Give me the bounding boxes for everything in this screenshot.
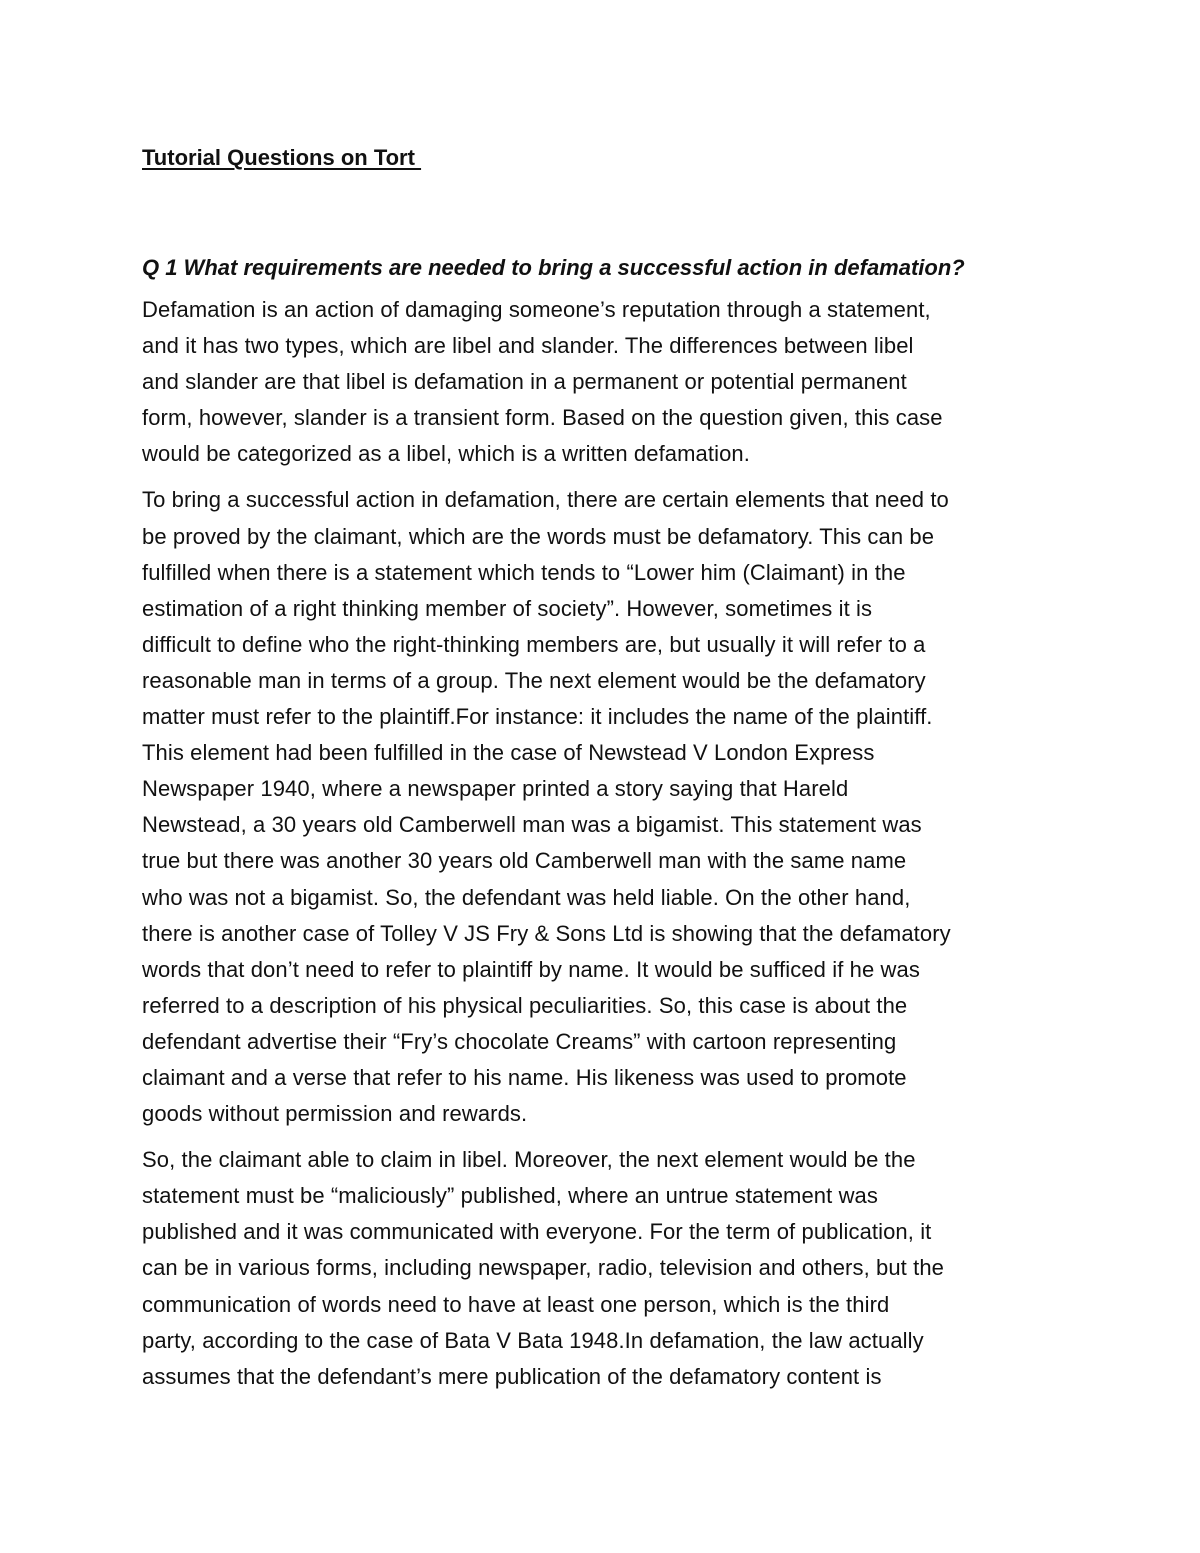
paragraph-line: So, the claimant able to claim in libel. Moreover, the next element would be the <box>142 1147 916 1173</box>
paragraph-line: true but there was another 30 years old Camberwell man with the same name <box>142 848 907 874</box>
paragraph-line: difficult to define who the right-thinking members are, but usually it will refer to a <box>142 631 926 657</box>
paragraph-line: words that don’t need to refer to plaintiff by name. It would be sufficed if he was <box>142 956 920 982</box>
paragraph-line: published and it was communicated with everyone. For the term of publication, it <box>142 1219 932 1245</box>
body-paragraph <box>142 482 1072 1132</box>
paragraph-line: This element had been fulfilled in the case of Newstead V London Express <box>142 740 875 766</box>
paragraph-line: and slander are that libel is defamation in a permanent or potential permanent <box>142 369 907 395</box>
paragraph-line: statement must be “maliciously” published, where an untrue statement was <box>142 1183 878 1209</box>
paragraph-line: referred to a description of his physical peculiarities. So, this case is about the <box>142 992 908 1018</box>
paragraph-line: claimant and a verse that refer to his name. His likeness was used to promote <box>142 1064 907 1090</box>
paragraph-line: matter must refer to the plaintiff.For instance: it includes the name of the plaintiff. <box>142 704 933 730</box>
paragraph-line: and it has two types, which are libel and slander. The differences between libel <box>142 333 914 359</box>
paragraph-line: would be categorized as a libel, which is a written defamation. <box>142 441 750 467</box>
paragraph-line: assumes that the defendant’s mere publication of the defamatory content is <box>142 1363 882 1389</box>
paragraph-line: party, according to the case of Bata V Bata 1948.In defamation, the law actually <box>142 1327 924 1353</box>
paragraph-line: To bring a successful action in defamation, there are certain elements that need to <box>142 487 949 513</box>
paragraph-line: reasonable man in terms of a group. The next element would be the defamatory <box>142 667 926 693</box>
body-paragraph <box>142 1142 1072 1395</box>
paragraph-line: be proved by the claimant, which are the words must be defamatory. This can be <box>142 523 935 549</box>
paragraph-line: fulfilled when there is a statement which tends to “Lower him (Claimant) in the <box>142 559 906 585</box>
paragraph-line: communication of words need to have at least one person, which is the third <box>142 1291 890 1317</box>
paragraph-line: form, however, slander is a transient form. Based on the question given, this case <box>142 405 943 431</box>
paragraph-line: there is another case of Tolley V JS Fry & Sons Ltd is showing that the defamatory <box>142 920 951 946</box>
paragraph-line: who was not a bigamist. So, the defendant was held liable. On the other hand, <box>142 884 911 910</box>
paragraph-line: can be in various forms, including newspaper, radio, television and others, but the <box>142 1255 944 1281</box>
question-heading: Q 1 What requirements are needed to bring a successful action in defamation? <box>142 255 965 280</box>
paragraph-line: Newspaper 1940, where a newspaper printed a story saying that Hareld <box>142 776 849 802</box>
paragraph-line: Defamation is an action of damaging someone’s reputation through a statement, <box>142 297 931 322</box>
body-paragraph <box>142 292 1072 472</box>
paragraph-line: estimation of a right thinking member of society”. However, sometimes it is <box>142 595 873 621</box>
paragraphs-container <box>142 292 1072 1395</box>
paragraph-line: defendant advertise their “Fry’s chocolate Creams” with cartoon representing <box>142 1028 897 1054</box>
paragraph-line: Newstead, a 30 years old Camberwell man was a bigamist. This statement was <box>142 812 922 838</box>
document-title: Tutorial Questions on Tort <box>142 145 422 170</box>
paragraph-line: goods without permission and rewards. <box>142 1101 528 1127</box>
document-body <box>142 140 1072 1395</box>
